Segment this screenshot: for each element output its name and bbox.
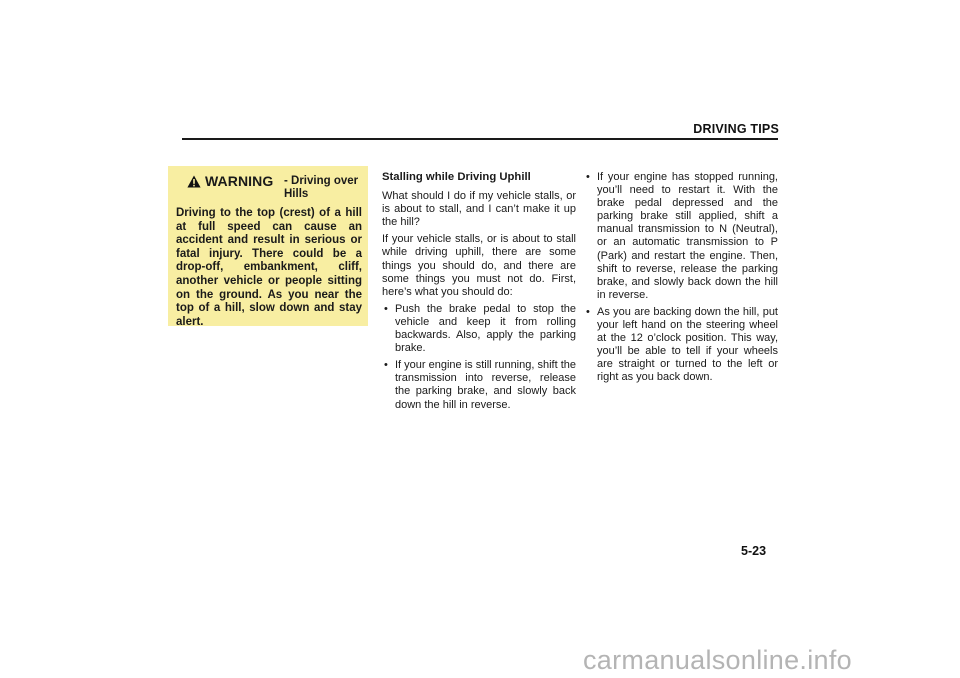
list-item-text: As you are backing down the hill, put your left hand on the steering wheel at the 12 o’clock position. This way, you’ll be able to tell if your wheels are straight or turned to the left or right as you back down. <box>597 305 778 384</box>
list-item <box>584 306 778 385</box>
list-item-text: Push the brake pedal to stop the vehicle and keep it from rolling backwards. Also, apply the parking brake. <box>395 302 576 355</box>
paragraph: What should I do if my vehicle stalls, or is about to stall, and I can’t make it up the hill? <box>382 190 576 229</box>
header-divider <box>182 138 778 140</box>
page-number: 5-23 <box>741 544 767 558</box>
list-item <box>382 359 576 411</box>
content-column-middle <box>382 171 576 416</box>
paragraph: If your vehicle stalls, or is about to stall while driving uphill, there are some things you should do, and there are some things you must not do. First, here’s what you should do: <box>382 233 576 298</box>
warning-label: WARNING <box>205 173 274 189</box>
bullet-list <box>382 303 576 412</box>
warning-triangle-icon <box>187 175 201 188</box>
list-item-text: If your engine is still running, shift the transmission into reverse, release the parking brake, and slowly back down the hill in reverse. <box>395 359 576 411</box>
bullet-marker: • <box>586 305 590 318</box>
page-header-title: DRIVING TIPS <box>693 122 779 136</box>
bullet-marker: • <box>384 302 388 315</box>
warning-box <box>168 166 368 326</box>
warning-header <box>176 173 362 205</box>
bullet-marker: • <box>586 171 590 183</box>
content-column-right <box>584 171 778 389</box>
bullet-marker: • <box>384 359 388 372</box>
warning-body: Driving to the top (crest) of a hill at full speed can cause an accident and result in serious or fatal injury. There could be a drop-off, embankment, cliff, another vehicle or people sitting on the ground. As you near the top of a hill, slow down and stay alert. <box>176 207 362 328</box>
bullet-list <box>584 171 778 385</box>
warning-subtitle: - Driving over Hills <box>284 175 359 200</box>
section-heading: Stalling while Driving Uphill <box>382 171 531 183</box>
list-item <box>382 303 576 355</box>
list-item <box>584 171 778 302</box>
watermark: carmanualsonline.info <box>583 645 852 675</box>
list-item-text: If your engine has stopped running, you’ll need to restart it. With the brake pedal depressed and the parking brake still applied, shift a manual transmission to N (Neutral), or an automatic transmission to P (Park) and restart the engine. Then, shift to reverse, release the parking brake, and slowly back down the hill in reverse. <box>597 171 778 301</box>
